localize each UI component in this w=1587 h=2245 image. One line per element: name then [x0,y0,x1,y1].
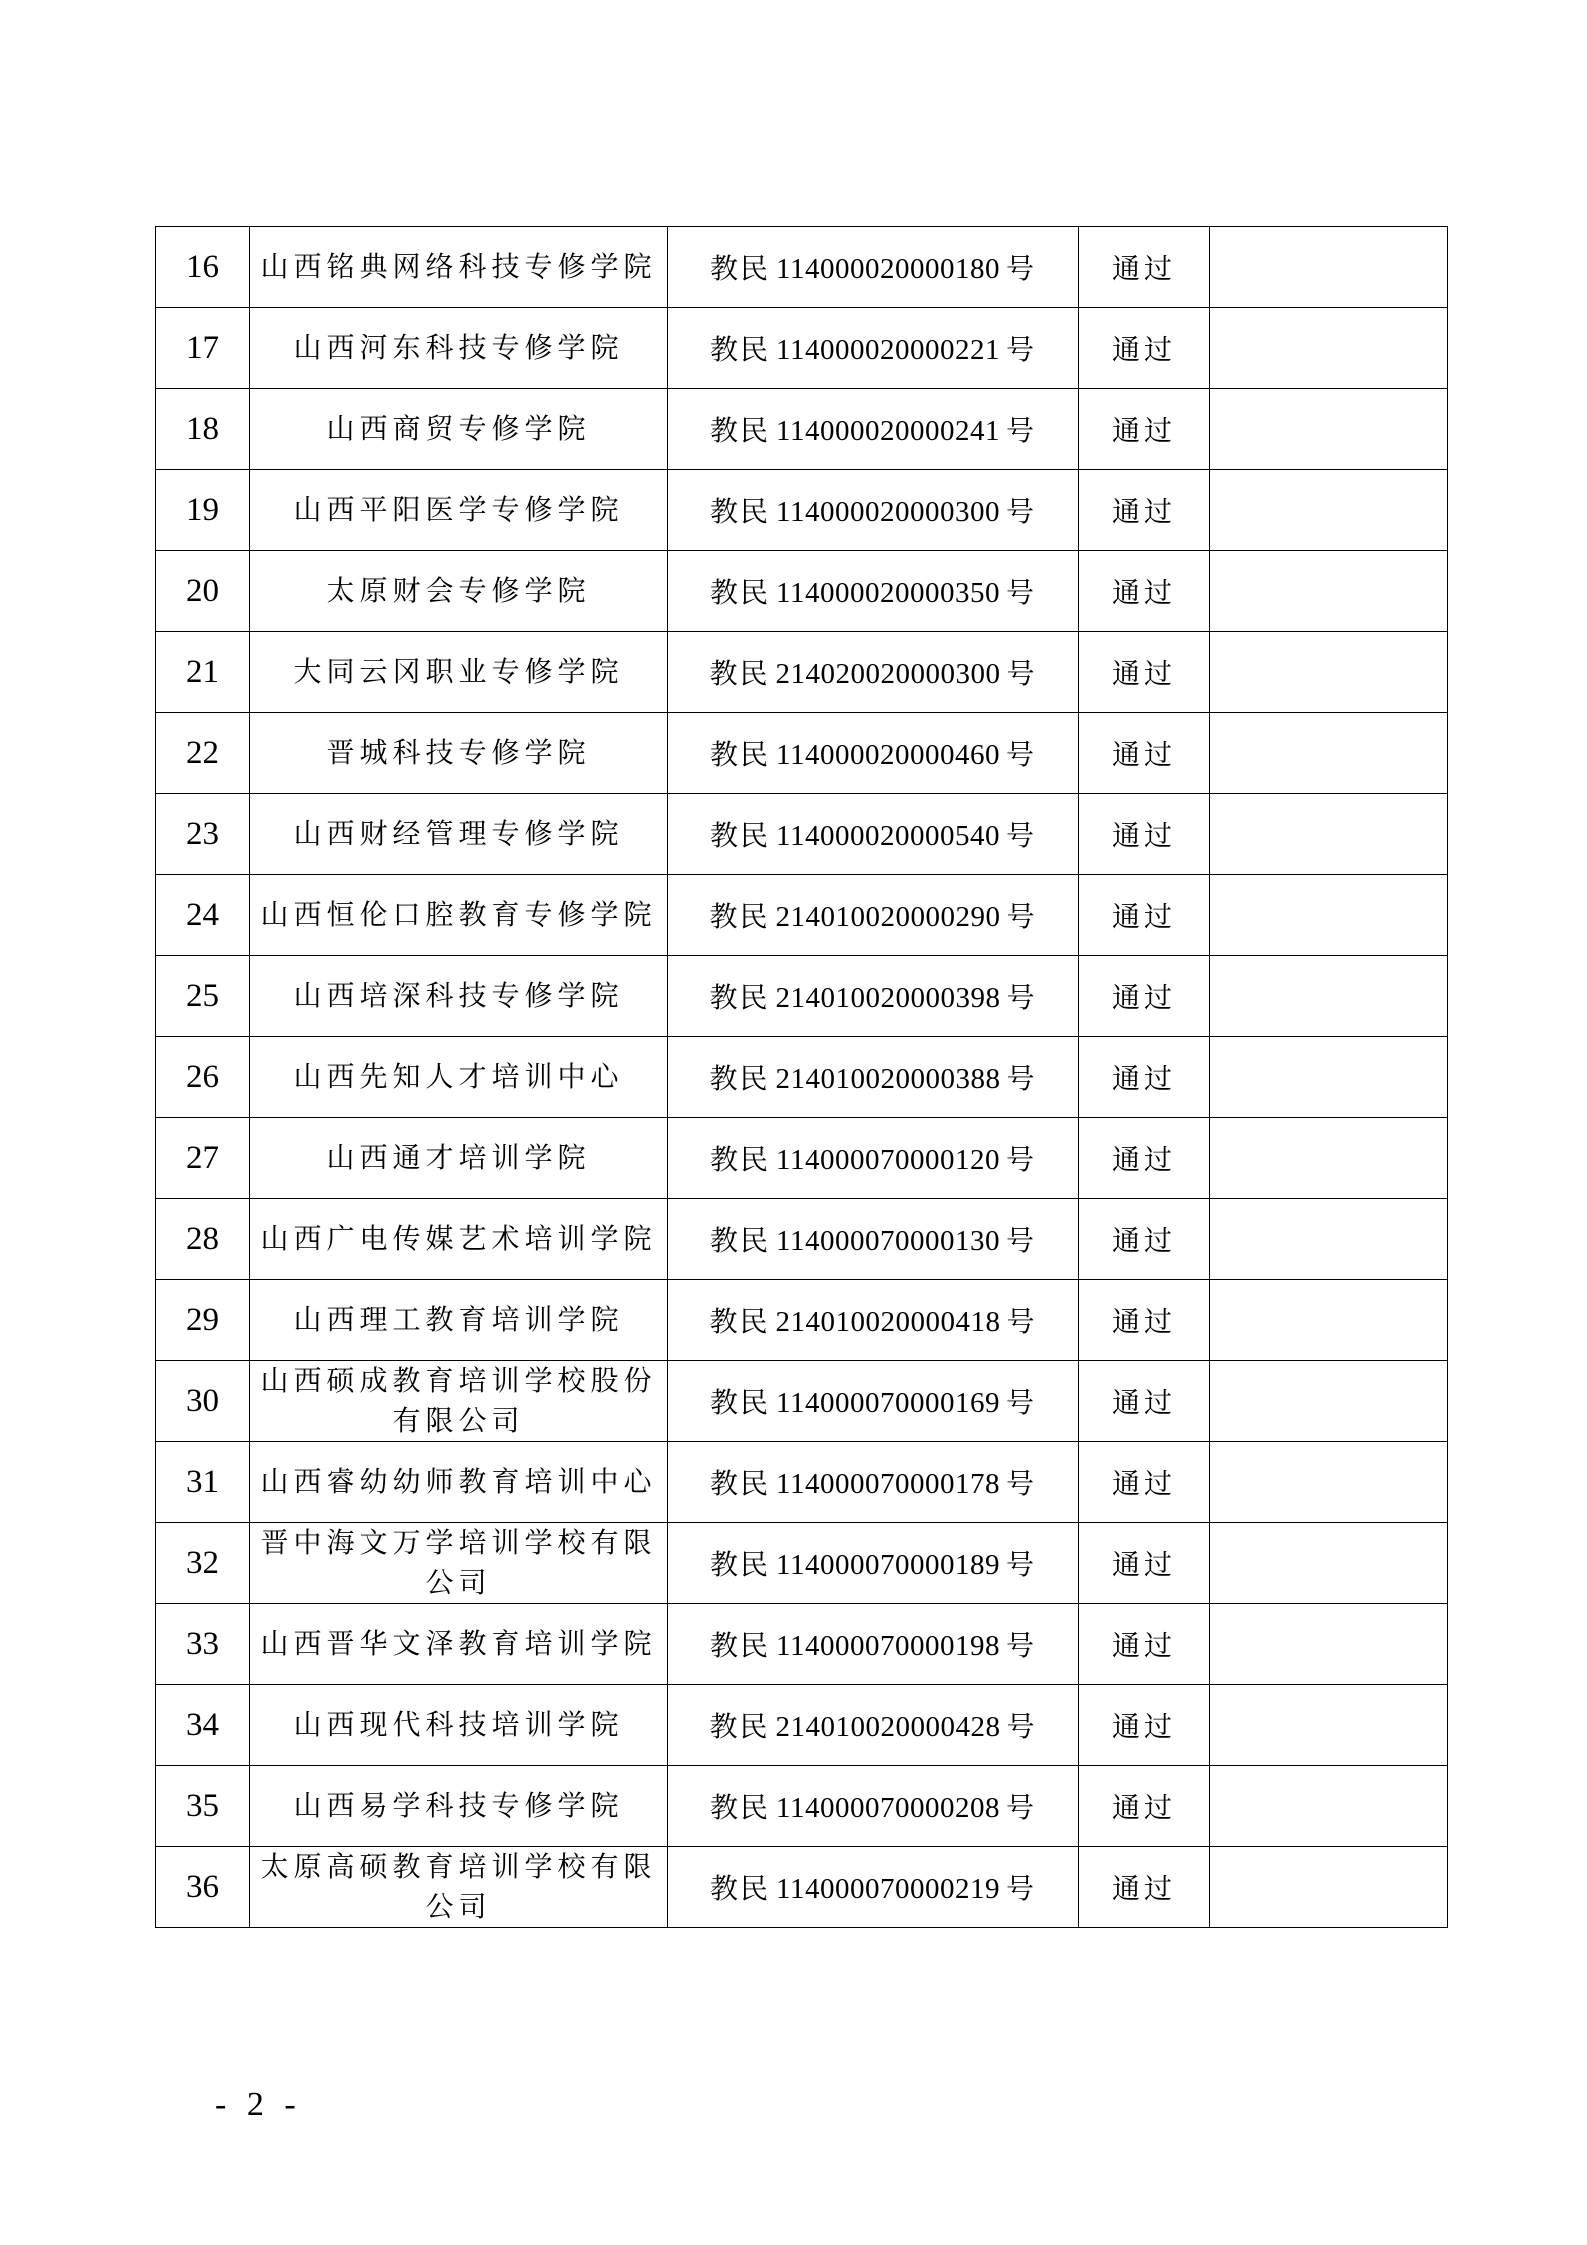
license-number: 214010020000388 [775,1063,1001,1095]
license-suffix: 号 [1005,1467,1036,1500]
row-number: 22 [156,713,250,794]
license-suffix: 号 [1006,657,1037,690]
license-prefix: 教民 [710,414,771,447]
license-prefix: 教民 [710,252,771,285]
license-number-cell [668,956,1079,1037]
license-suffix: 号 [1005,576,1036,609]
license-prefix: 教民 [710,1386,771,1419]
license-number-cell [668,875,1079,956]
license-prefix: 教民 [710,1629,771,1662]
license-suffix: 号 [1006,981,1037,1014]
institution-name: 晋城科技专修学院 [250,713,668,794]
license-suffix: 号 [1005,1224,1036,1257]
license-number: 114000020000460 [776,739,1000,771]
institution-name: 山西通才培训学院 [250,1118,668,1199]
table-row [156,1361,1448,1442]
license-suffix: 号 [1005,1872,1036,1905]
license-prefix: 教民 [710,1467,771,1500]
license-prefix: 教民 [710,1872,771,1905]
license-number-cell [668,1442,1079,1523]
license-prefix: 教民 [710,576,771,609]
remark-cell [1210,1847,1448,1928]
license-number: 114000070000130 [776,1225,1000,1257]
institution-name: 山西睿幼幼师教育培训中心 [250,1442,668,1523]
table-row [156,1604,1448,1685]
inspection-result: 通过 [1079,1361,1210,1442]
institution-name: 山西河东科技专修学院 [250,308,668,389]
row-number: 32 [156,1523,250,1604]
license-number-cell [668,1280,1079,1361]
table-row [156,1280,1448,1361]
remark-cell [1210,1604,1448,1685]
remark-cell [1210,794,1448,875]
remark-cell [1210,308,1448,389]
inspection-result: 通过 [1079,713,1210,794]
inspection-result: 通过 [1079,227,1210,308]
license-prefix: 教民 [710,819,771,852]
row-number: 27 [156,1118,250,1199]
row-number: 35 [156,1766,250,1847]
table-row [156,551,1448,632]
inspection-result: 通过 [1079,389,1210,470]
inspection-result: 通过 [1079,1604,1210,1685]
table-row [156,1766,1448,1847]
remark-cell [1210,956,1448,1037]
inspection-result: 通过 [1079,1280,1210,1361]
row-number: 21 [156,632,250,713]
row-number: 16 [156,227,250,308]
license-number: 214010020000418 [775,1306,1001,1338]
inspection-result: 通过 [1079,1118,1210,1199]
institution-name: 山西现代科技培训学院 [250,1685,668,1766]
inspection-result: 通过 [1079,632,1210,713]
remark-cell [1210,1199,1448,1280]
license-prefix: 教民 [709,900,770,933]
license-suffix: 号 [1005,414,1036,447]
license-prefix: 教民 [710,1224,771,1257]
row-number: 31 [156,1442,250,1523]
remark-cell [1210,389,1448,470]
inspection-result: 通过 [1079,308,1210,389]
license-number-cell [668,1361,1079,1442]
remark-cell [1210,1523,1448,1604]
license-suffix: 号 [1006,900,1037,933]
inspection-result: 通过 [1079,1523,1210,1604]
license-number: 114000020000221 [776,334,1000,366]
inspection-result: 通过 [1079,551,1210,632]
table-row [156,632,1448,713]
license-prefix: 教民 [710,495,771,528]
row-number: 23 [156,794,250,875]
table-row [156,1685,1448,1766]
institution-name: 山西铭典网络科技专修学院 [250,227,668,308]
license-suffix: 号 [1005,333,1036,366]
license-number: 114000070000169 [776,1387,1000,1419]
institution-name: 山西恒伦口腔教育专修学院 [250,875,668,956]
institution-name: 山西先知人才培训中心 [250,1037,668,1118]
institution-name: 晋中海文万学培训学校有限公司 [250,1523,668,1604]
license-number: 214020020000300 [775,658,1001,690]
row-number: 30 [156,1361,250,1442]
license-number-cell [668,1523,1079,1604]
remark-cell [1210,470,1448,551]
license-number-cell [668,794,1079,875]
inspection-result: 通过 [1079,1442,1210,1523]
institution-name: 太原财会专修学院 [250,551,668,632]
row-number: 24 [156,875,250,956]
license-prefix: 教民 [709,657,770,690]
row-number: 25 [156,956,250,1037]
remark-cell [1210,1118,1448,1199]
inspection-result: 通过 [1079,875,1210,956]
institution-name: 太原高硕教育培训学校有限公司 [250,1847,668,1928]
table-row [156,794,1448,875]
license-number-cell [668,227,1079,308]
table-row [156,470,1448,551]
inspection-result: 通过 [1079,794,1210,875]
license-suffix: 号 [1005,1791,1036,1824]
license-number-cell [668,1037,1079,1118]
institution-name: 山西平阳医学专修学院 [250,470,668,551]
license-number: 114000070000208 [776,1792,1000,1824]
remark-cell [1210,1442,1448,1523]
inspection-result: 通过 [1079,470,1210,551]
license-prefix: 教民 [709,1710,770,1743]
results-table-body [156,227,1448,1928]
license-prefix: 教民 [710,738,771,771]
institution-name: 山西易学科技专修学院 [250,1766,668,1847]
license-number-cell [668,551,1079,632]
license-prefix: 教民 [710,1791,771,1824]
license-suffix: 号 [1005,738,1036,771]
remark-cell [1210,1280,1448,1361]
institution-name: 山西财经管理专修学院 [250,794,668,875]
license-suffix: 号 [1006,1062,1037,1095]
remark-cell [1210,875,1448,956]
table-row [156,1199,1448,1280]
license-prefix: 教民 [709,1305,770,1338]
license-prefix: 教民 [710,1548,771,1581]
license-number-cell [668,1199,1079,1280]
license-number: 114000020000350 [776,577,1000,609]
license-number-cell [668,389,1079,470]
inspection-result: 通过 [1079,1766,1210,1847]
institution-name: 山西硕成教育培训学校股份有限公司 [250,1361,668,1442]
license-prefix: 教民 [709,981,770,1014]
table-row [156,956,1448,1037]
table-row [156,875,1448,956]
table-row [156,1037,1448,1118]
table-row [156,1847,1448,1928]
row-number: 34 [156,1685,250,1766]
row-number: 19 [156,470,250,551]
license-number-cell [668,713,1079,794]
table-row [156,227,1448,308]
remark-cell [1210,1766,1448,1847]
license-number: 114000070000178 [776,1468,1000,1500]
row-number: 17 [156,308,250,389]
institution-name: 山西广电传媒艺术培训学院 [250,1199,668,1280]
license-number: 114000020000540 [776,820,1000,852]
table-row [156,713,1448,794]
table-row [156,1523,1448,1604]
table-row [156,1118,1448,1199]
inspection-result: 通过 [1079,1847,1210,1928]
license-number: 114000020000241 [776,415,1000,447]
remark-cell [1210,227,1448,308]
remark-cell [1210,1685,1448,1766]
row-number: 33 [156,1604,250,1685]
remark-cell [1210,551,1448,632]
remark-cell [1210,1361,1448,1442]
license-suffix: 号 [1005,252,1036,285]
inspection-result: 通过 [1079,956,1210,1037]
remark-cell [1210,713,1448,794]
license-suffix: 号 [1005,1548,1036,1581]
license-number: 114000020000300 [776,496,1000,528]
license-prefix: 教民 [710,333,771,366]
license-number: 214010020000398 [775,982,1001,1014]
results-table [155,226,1448,1928]
institution-name: 山西晋华文泽教育培训学院 [250,1604,668,1685]
license-number: 214010020000290 [775,901,1001,933]
license-number: 214010020000428 [775,1711,1001,1743]
institution-name: 大同云冈职业专修学院 [250,632,668,713]
row-number: 28 [156,1199,250,1280]
inspection-result: 通过 [1079,1685,1210,1766]
license-number: 114000070000189 [776,1549,1000,1581]
table-row [156,389,1448,470]
table-row [156,308,1448,389]
license-suffix: 号 [1005,1629,1036,1662]
license-suffix: 号 [1005,1386,1036,1419]
row-number: 18 [156,389,250,470]
license-prefix: 教民 [709,1062,770,1095]
license-suffix: 号 [1006,1710,1037,1743]
institution-name: 山西商贸专修学院 [250,389,668,470]
license-suffix: 号 [1006,1305,1037,1338]
license-number-cell [668,470,1079,551]
inspection-result: 通过 [1079,1037,1210,1118]
license-prefix: 教民 [710,1143,771,1176]
license-number: 114000070000219 [776,1873,1000,1905]
row-number: 20 [156,551,250,632]
license-number-cell [668,308,1079,389]
row-number: 29 [156,1280,250,1361]
institution-name: 山西理工教育培训学院 [250,1280,668,1361]
page-number: - 2 - [215,2086,302,2123]
license-suffix: 号 [1005,819,1036,852]
license-number-cell [668,1847,1079,1928]
inspection-result: 通过 [1079,1199,1210,1280]
license-number-cell [668,632,1079,713]
license-suffix: 号 [1005,1143,1036,1176]
table-row [156,1442,1448,1523]
license-number-cell [668,1685,1079,1766]
remark-cell [1210,1037,1448,1118]
row-number: 36 [156,1847,250,1928]
row-number: 26 [156,1037,250,1118]
license-number-cell [668,1118,1079,1199]
license-number: 114000020000180 [776,253,1000,285]
license-number: 114000070000120 [776,1144,1000,1176]
remark-cell [1210,632,1448,713]
license-suffix: 号 [1005,495,1036,528]
license-number: 114000070000198 [776,1630,1000,1662]
license-number-cell [668,1604,1079,1685]
license-number-cell [668,1766,1079,1847]
institution-name: 山西培深科技专修学院 [250,956,668,1037]
